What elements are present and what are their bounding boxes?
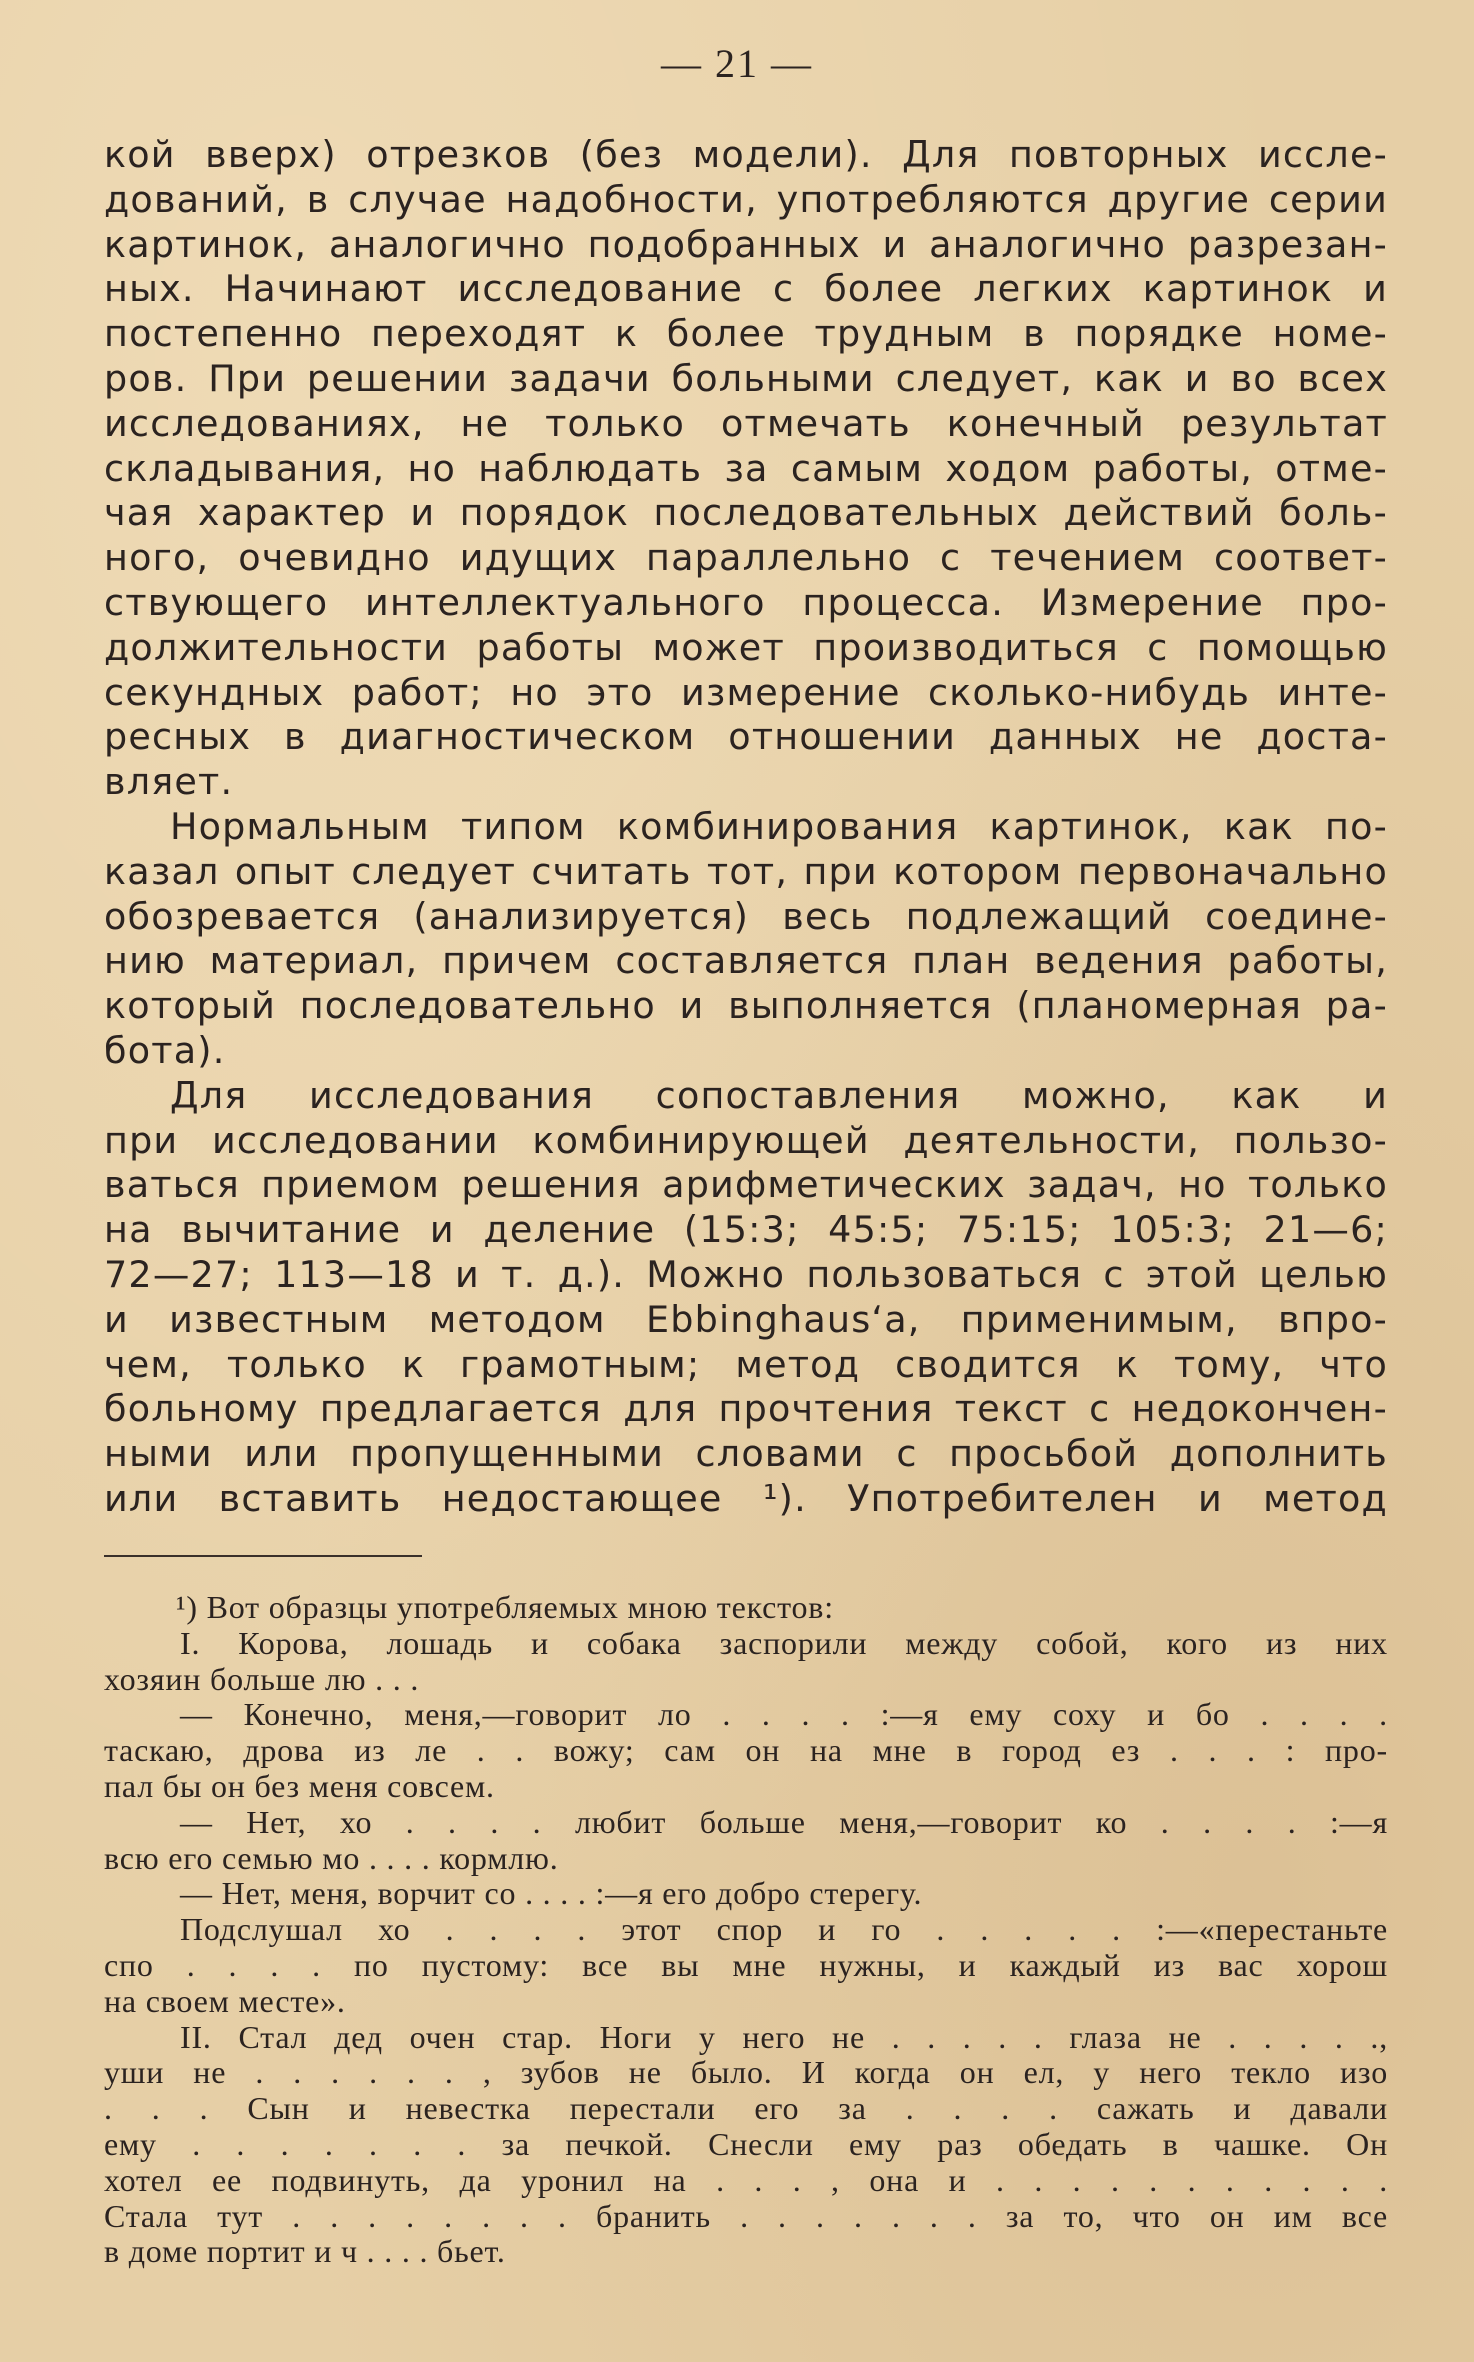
footnote-line: . . . Сын и невестка перестали его за . . . . сажать и давали: [104, 2090, 1388, 2127]
text-line: ресных в диагностическом отношении данных не доста-: [104, 715, 1388, 759]
text-line: больному предлагается для прочтения текст с недокончен-: [104, 1387, 1388, 1431]
text-line: ного, очевидно идущих параллельно с течением соответ-: [104, 536, 1388, 580]
text-line: нию материал, причем составляется план ведения работы,: [104, 939, 1388, 983]
text-line: складывания, но наблюдать за самым ходом работы, отме-: [104, 446, 1388, 490]
text-line: бота).: [104, 1028, 226, 1072]
footnote-line: таскаю, дрова из ле . . вожу; сам он на мне в город ез . . . : про-: [104, 1732, 1388, 1769]
text-line: ных. Начинают исследование с более легких картинок и: [104, 267, 1388, 311]
text-line: ствующего интеллектуального процесса. Измерение про-: [104, 580, 1388, 624]
text-line: исследованиях, не только отмечать конечный результат: [104, 401, 1388, 445]
footnote-line: — Нет, хо . . . . любит больше меня,—говорит ко . . . . :—я: [180, 1803, 1388, 1840]
footnote-line: I. Корова, лошадь и собака заспорили между собой, кого из них: [180, 1624, 1388, 1661]
footnote-divider: [104, 1555, 422, 1557]
footnote-line: хотел ее подвинуть, да уронил на . . . , она и . . . . . . . . . . .: [104, 2161, 1388, 2198]
text-line: ными или пропущенными словами с просьбой дополнить: [104, 1432, 1388, 1476]
footnote-line: II. Стал дед очен стар. Ноги у него не . . . . . глаза не . . . . .,: [180, 2018, 1388, 2055]
footnote-line: на своем месте».: [104, 1982, 346, 2019]
footnote-line: Стала тут . . . . . . . . бранить . . . . . . . за то, что он им все: [104, 2197, 1388, 2234]
text-line: чая характер и порядок последовательных действий боль-: [104, 491, 1388, 535]
text-line: при исследовании комбинирующей деятельности, пользо-: [104, 1118, 1388, 1162]
text-line: вляет.: [104, 760, 234, 804]
text-line: кой вверх) отрезков (без модели). Для повторных иссле-: [104, 133, 1388, 176]
footnote-line: всю его семью мо . . . . кормлю.: [104, 1839, 559, 1876]
text-line: картинок, аналогично подобранных и аналогично разрезан-: [104, 222, 1388, 266]
text-line: чем, только к грамотным; метод сводится к тому, что: [104, 1342, 1388, 1386]
footnote-line: пал бы он без меня совсем.: [104, 1767, 495, 1804]
text-line: секундных работ; но это измерение сколько-нибудь инте-: [104, 670, 1388, 714]
text-line: и известным методом Ebbinghaus‘a, применимым, впро-: [104, 1297, 1388, 1341]
footnote-line: хозяин больше лю . . .: [104, 1660, 420, 1697]
footnote-line: уши не . . . . . . , зубов не было. И когда он ел, у него текло изо: [104, 2054, 1388, 2091]
footnote-line: ему . . . . . . . за печкой. Снесли ему раз обедать в чашке. Он: [104, 2125, 1388, 2162]
page-number: — 21 —: [661, 41, 813, 86]
text-line: или вставить недостающее ¹). Употребителен и метод: [104, 1476, 1388, 1520]
text-line: постепенно переходят к более трудным в порядке номе-: [104, 312, 1388, 356]
text-line: который последовательно и выполняется (планомерная ра-: [104, 984, 1388, 1028]
footnote-line: Подслушал хо . . . . этот спор и го . . . . . :—«перестаньте: [180, 1911, 1388, 1948]
text-line: ваться приемом решения арифметических задач, но только: [104, 1163, 1388, 1207]
footnote-line: в доме портит и ч . . . . бьет.: [104, 2233, 506, 2270]
footnotes: [104, 1590, 1388, 2270]
text-line: дований, в случае надобности, употребляются другие серии: [104, 177, 1388, 221]
footnote-line: — Конечно, меня,—говорит ло . . . . :—я ему соху и бо . . . .: [180, 1696, 1388, 1733]
text-line: должительности работы может производиться с помощью: [104, 625, 1388, 669]
text-line: на вычитание и деление (15:3; 45:5; 75:15; 105:3; 21—6;: [104, 1208, 1388, 1252]
text-line: казал опыт следует считать тот, при котором первоначально: [104, 849, 1388, 893]
footnote-line: ¹) Вот образцы употребляемых мною текстов:: [176, 1589, 834, 1625]
text-line: Для исследования сопоставления можно, как и: [170, 1073, 1388, 1117]
main-text: [104, 133, 1388, 1522]
text-line: Нормальным типом комбинирования картинок, как по-: [170, 804, 1388, 848]
footnote-line: — Нет, меня, ворчит со . . . . :—я его добро стерегу.: [180, 1875, 923, 1912]
text-line: 72—27; 113—18 и т. д.). Можно пользоваться с этой целью: [104, 1252, 1388, 1296]
text-line: ров. При решении задачи больными следует, как и во всех: [104, 356, 1388, 400]
text-line: обозревается (анализируется) весь подлежащий соедине-: [104, 894, 1388, 938]
footnote-line: спо . . . . по пустому: все вы мне нужны, и каждый из вас хорош: [104, 1946, 1388, 1983]
